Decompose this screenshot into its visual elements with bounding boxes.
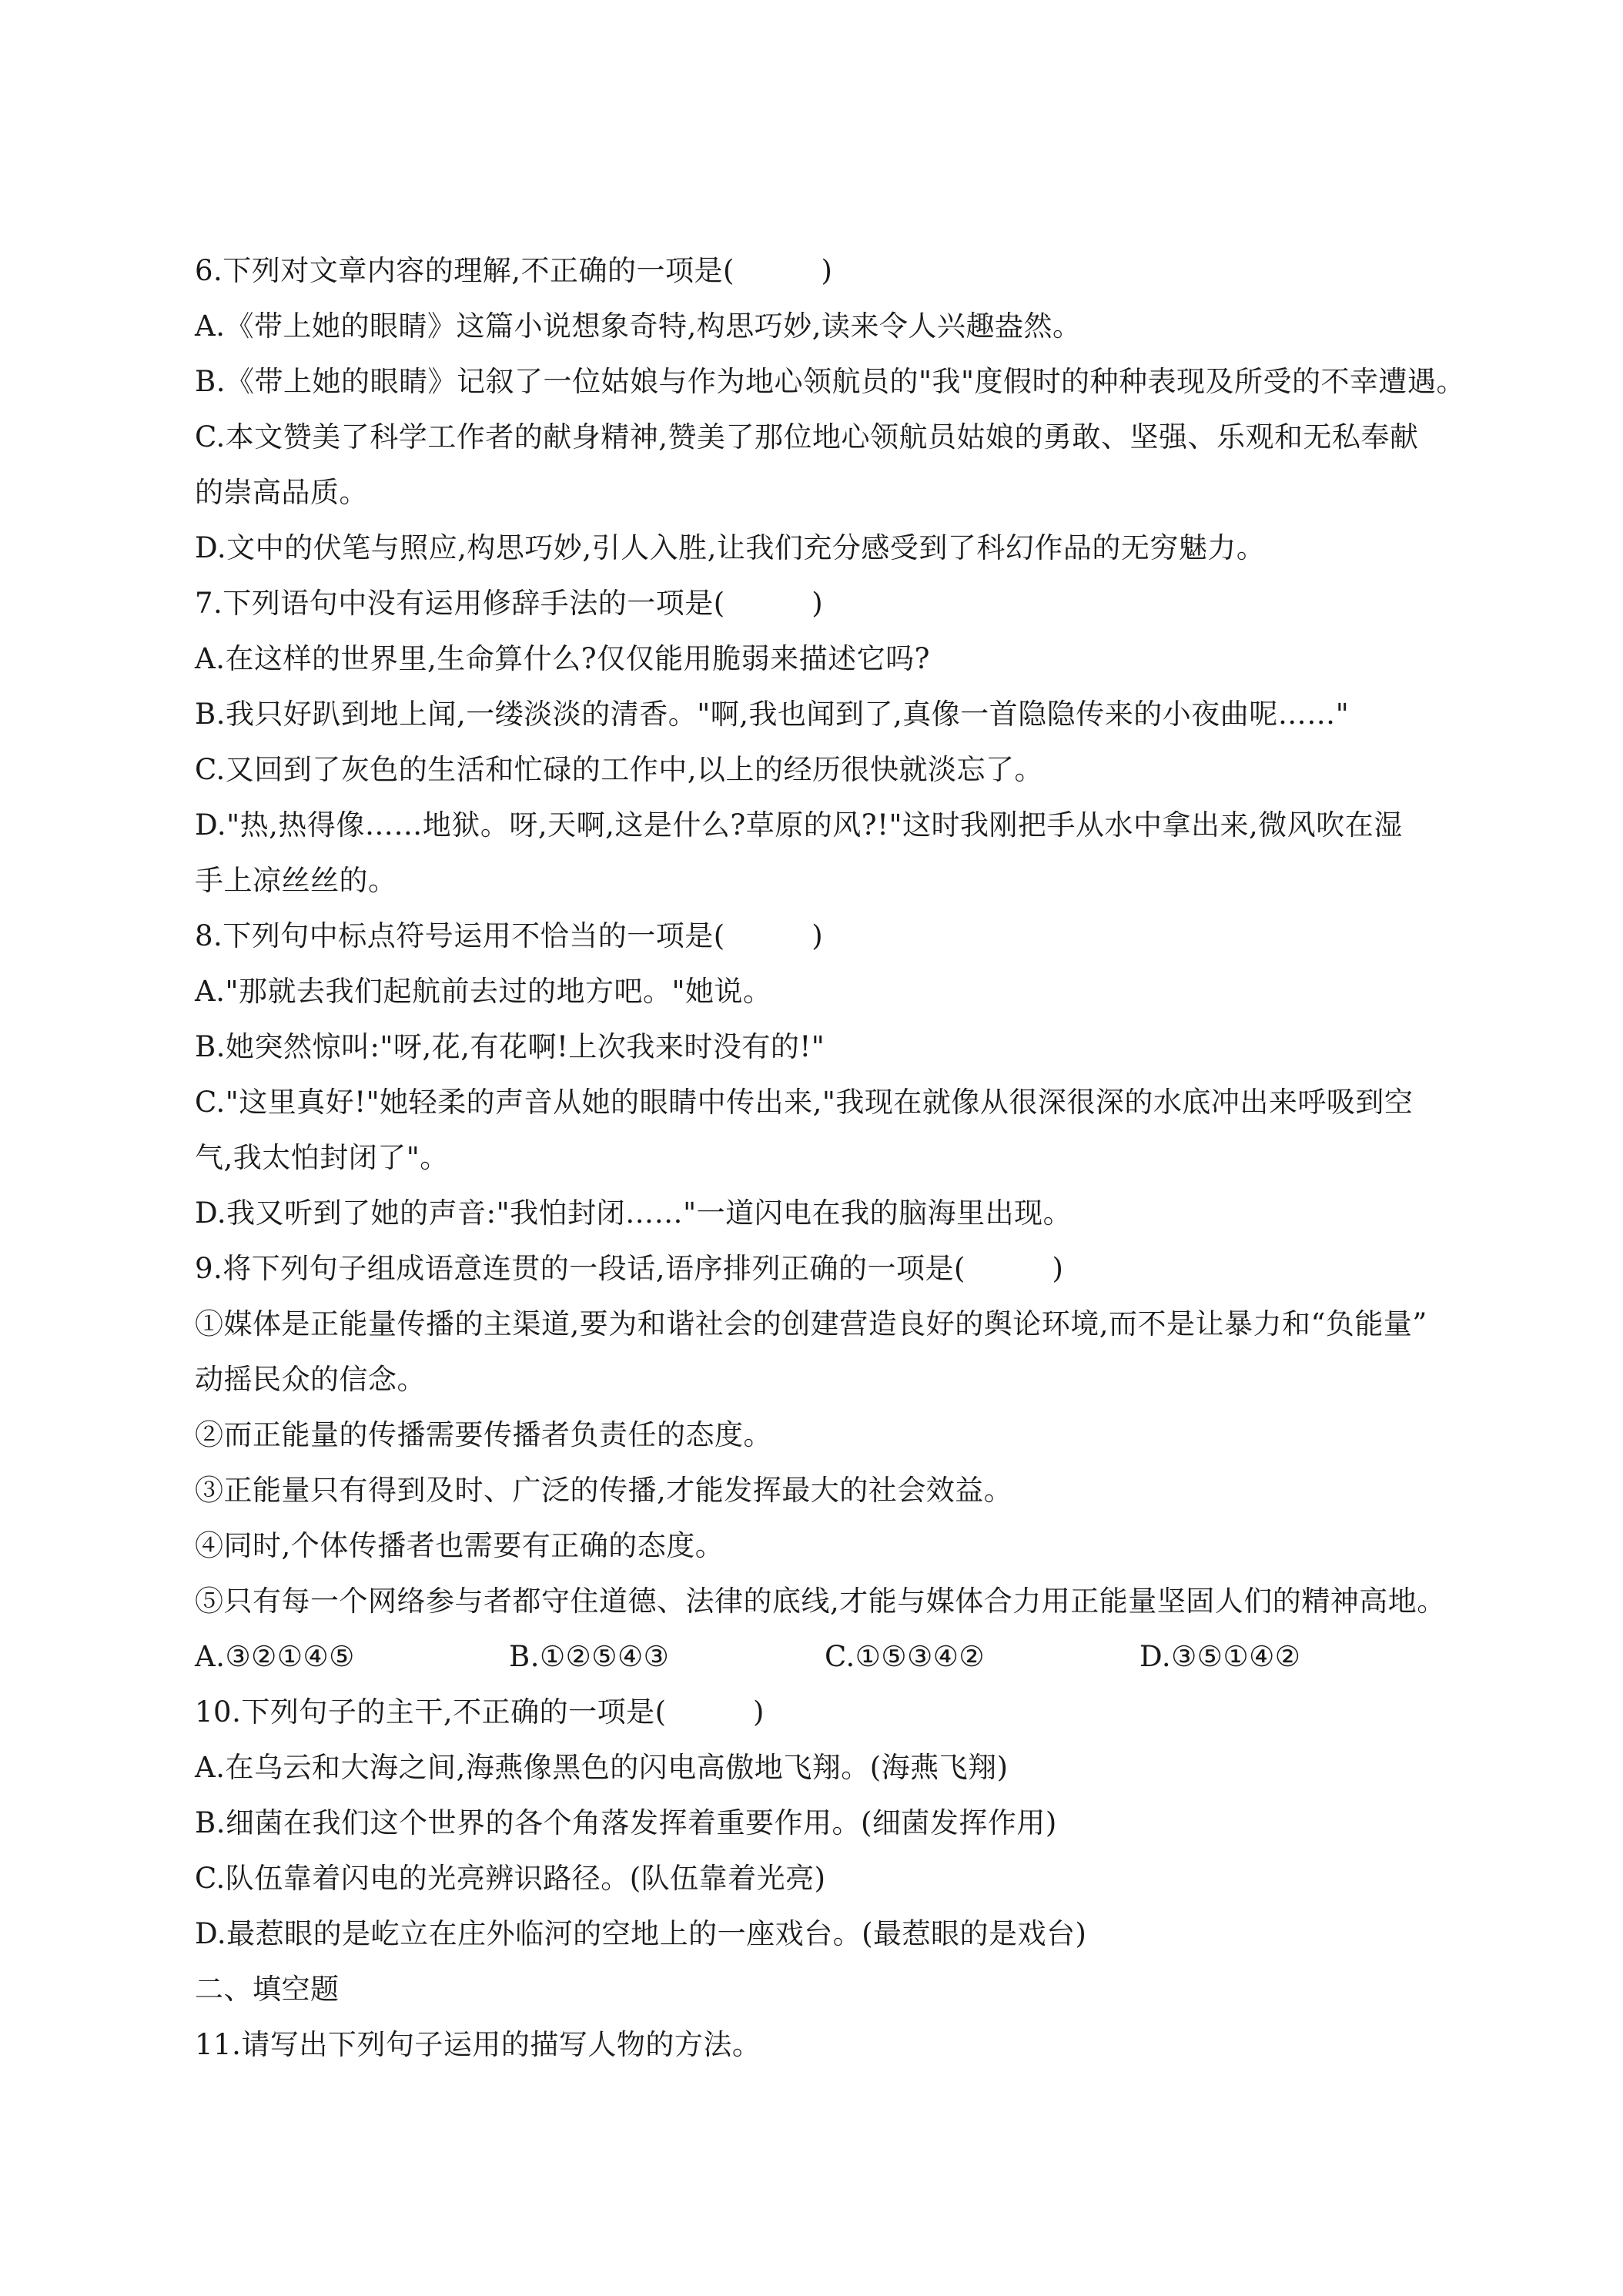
question-10-option-a: A.在乌云和大海之间,海燕像黑色的闪电高傲地飞翔。(海燕飞翔) <box>195 1751 1009 1784</box>
question-9-sentence-5: ⑤只有每一个网络参与者都守住道德、法律的底线,才能与媒体合力用正能量坚固人们的精神高地。 <box>195 1585 1446 1618</box>
question-9-sentence-1-continued: 动摇民众的信念。 <box>195 1363 426 1396</box>
question-8-option-b: B.她突然惊叫:"呀,花,有花啊!上次我来时没有的!" <box>195 1030 825 1063</box>
question-7-option-c: C.又回到了灰色的生活和忙碌的工作中,以上的经历很快就淡忘了。 <box>195 753 1044 786</box>
question-10-option-d: D.最惹眼的是屹立在庄外临河的空地上的一座戏台。(最惹眼的是戏台) <box>195 1917 1087 1950</box>
question-9-option-c: C.①⑤③④② <box>825 1640 986 1673</box>
question-7-option-b: B.我只好趴到地上闻,一缕淡淡的清香。"啊,我也闻到了,真像一首隐隐传来的小夜曲呢……" <box>195 698 1350 731</box>
question-7-option-d: D."热,热得像……地狱。呀,天啊,这是什么?草原的风?!"这时我刚把手从水中拿出来,微风吹在湿 <box>195 808 1403 842</box>
question-6-option-a: A.《带上她的眼睛》这篇小说想象奇特,构思巧妙,读来令人兴趣盎然。 <box>195 310 1082 343</box>
question-9-sentence-3: ③正能量只有得到及时、广泛的传播,才能发挥最大的社会效益。 <box>195 1474 1013 1507</box>
question-7-stem: 7.下列语句中没有运用修辞手法的一项是( ) <box>195 587 824 620</box>
question-7-option-d-continued: 手上凉丝丝的。 <box>195 864 397 897</box>
question-9-option-d: D.③⑤①④② <box>1139 1640 1301 1673</box>
question-8-stem: 8.下列句中标点符号运用不恰当的一项是( ) <box>195 919 824 952</box>
question-6-option-c-continued: 的崇高品质。 <box>195 476 368 509</box>
question-6-stem: 6.下列对文章内容的理解,不正确的一项是( ) <box>195 254 833 287</box>
question-8-option-a: A."那就去我们起航前去过的地方吧。"她说。 <box>195 975 772 1008</box>
question-6-option-d: D.文中的伏笔与照应,构思巧妙,引人入胜,让我们充分感受到了科幻作品的无穷魅力。 <box>195 531 1266 564</box>
question-9-options <box>195 1640 1465 1674</box>
question-9-stem: 9.将下列句子组成语意连贯的一段话,语序排列正确的一项是( ) <box>195 1252 1064 1285</box>
question-11-stem: 11.请写出下列句子运用的描写人物的方法。 <box>195 2028 761 2061</box>
question-8-option-d: D.我又听到了她的声音:"我怕封闭……"一道闪电在我的脑海里出现。 <box>195 1197 1073 1230</box>
question-8-option-c-continued: 气,我太怕封闭了"。 <box>195 1141 449 1174</box>
question-9-option-b: B.①②⑤④③ <box>509 1640 670 1673</box>
question-8-option-c: C."这里真好!"她轻柔的声音从她的眼睛中传出来,"我现在就像从很深很深的水底冲出来呼吸到空 <box>195 1086 1414 1119</box>
question-10-stem: 10.下列句子的主干,不正确的一项是( ) <box>195 1695 765 1729</box>
question-9-sentence-2: ②而正能量的传播需要传播者负责任的态度。 <box>195 1418 772 1451</box>
question-9-option-a: A.③②①④⑤ <box>195 1640 355 1673</box>
question-9-sentence-4: ④同时,个体传播者也需要有正确的态度。 <box>195 1529 724 1562</box>
question-6-option-b: B.《带上她的眼睛》记叙了一位姑娘与作为地心领航员的"我"度假时的种种表现及所受的不幸遭遇。 <box>195 365 1465 398</box>
question-10-option-c: C.队伍靠着闪电的光亮辨识路径。(队伍靠着光亮) <box>195 1862 826 1895</box>
section-heading-fill-in: 二、填空题 <box>195 1973 340 2006</box>
question-9-sentence-1: ①媒体是正能量传播的主渠道,要为和谐社会的创建营造良好的舆论环境,而不是让暴力和“负能量” <box>195 1307 1427 1340</box>
question-10-option-b: B.细菌在我们这个世界的各个角落发挥着重要作用。(细菌发挥作用) <box>195 1806 1057 1839</box>
question-7-option-a: A.在这样的世界里,生命算什么?仅仅能用脆弱来描述它吗? <box>195 642 930 675</box>
question-6-option-c: C.本文赞美了科学工作者的献身精神,赞美了那位地心领航员姑娘的勇敢、坚强、乐观和无私奉献 <box>195 420 1419 454</box>
